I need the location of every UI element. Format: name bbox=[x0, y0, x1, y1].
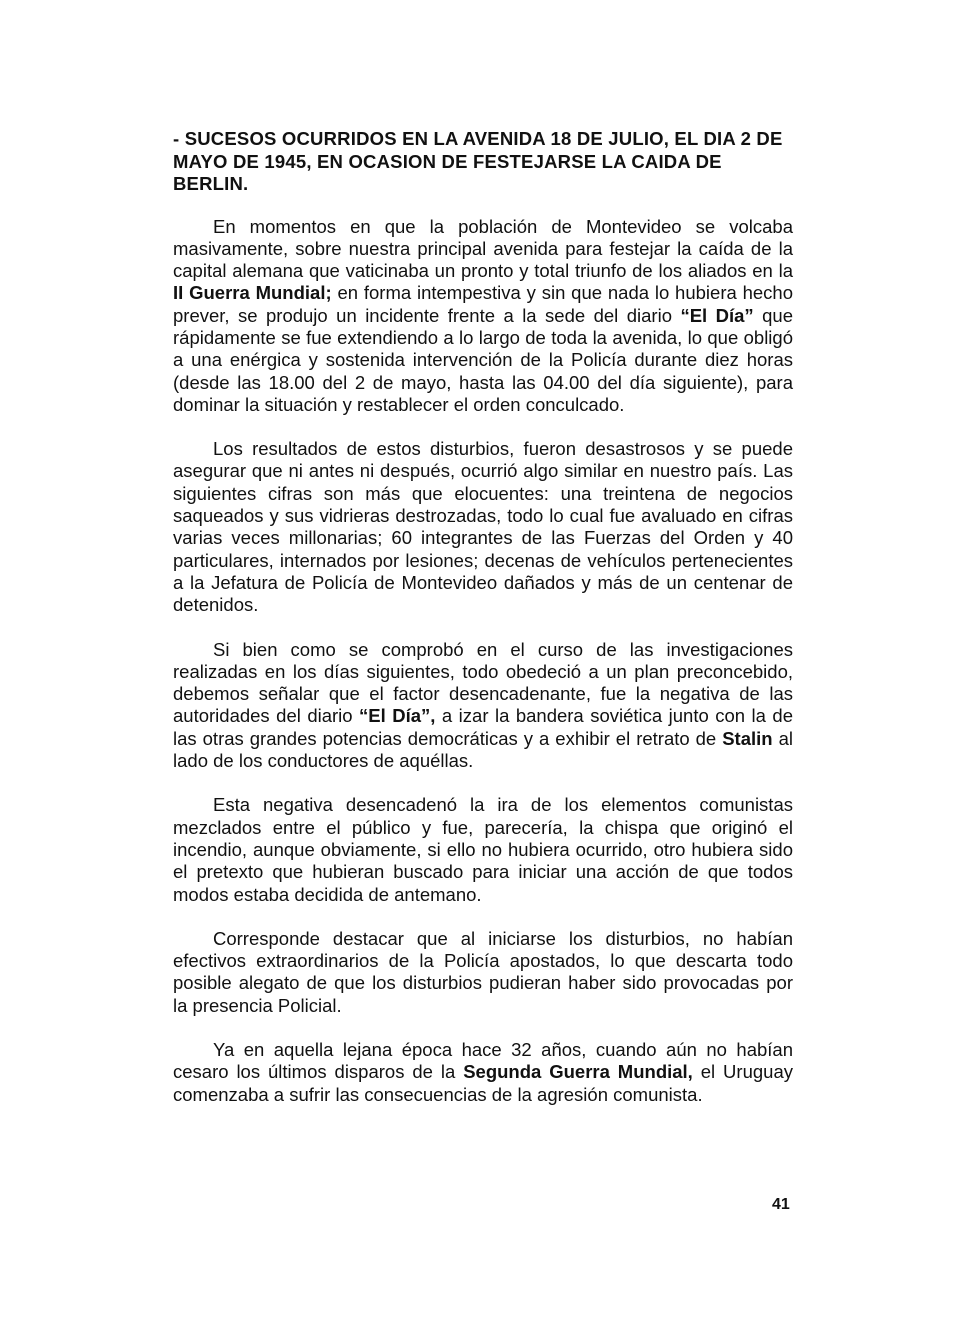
paragraph-3-bold-stalin: Stalin bbox=[722, 727, 773, 749]
paragraph-2: Los resultados de estos disturbios, fueron desastrosos y se puede asegurar que ni antes ni después, ocurrió algo similar en nuestro país. Las siguientes cifras son más que elocuentes: una treintena de negocios saqueados y sus vidrieras destrozadas, todo lo cual fue avaluado en cifras varias veces millonarias; 60 integrantes de las Fuerzas del Orden y 40 particulares, internados por lesiones; decenas de vehículos pertenecientes a la Jefatura de Policía de Montevideo dañados y más de un centenar de detenidos. bbox=[173, 438, 793, 616]
paragraph-3-bold-diario: “El Día”, bbox=[359, 705, 436, 727]
paragraph-3 bbox=[173, 639, 793, 773]
paragraph-1 bbox=[173, 216, 793, 417]
paragraph-3-text-a: Si bien como se comprobó en el curso de las investigaciones realizadas en los días siguientes, todo obedeció a un plan preconcebido, debemos señalar que el factor desencadenante, fue la negativa de las autoridades del diario bbox=[173, 638, 793, 727]
page-number: 41 bbox=[772, 1196, 790, 1213]
paragraph-3-text-c: a izar la bandera soviética junto con la de las otras grandes potencias democráticas y a exhibir el retrato de bbox=[173, 705, 793, 749]
paragraph-1-bold-diario: “El Día” bbox=[680, 304, 754, 326]
paragraph-5: Corresponde destacar que al iniciarse los disturbios, no habían efectivos extraordinarios de la Policía apostados, lo que descarta todo posible alegato de que los disturbios pudieran haber sido provocadas por la presencia Policial. bbox=[173, 927, 793, 1016]
paragraph-6-bold-war: Segunda Guerra Mundial, bbox=[463, 1061, 693, 1083]
paragraph-1-bold-war: II Guerra Mundial; bbox=[173, 282, 332, 304]
paragraph-4: Esta negativa desencadenó la ira de los elementos comunistas mezclados entre el público y fue, parecería, la chispa que originó el incendio, aunque obviamente, si ello no hubiera ocurrido, otro hubiera sido el pretexto que hubieran buscado para iniciar una acción de que todos modos estaba decidida de antemano. bbox=[173, 794, 793, 905]
paragraph-1-text-c: en forma intempestiva y sin que nada lo hubiera hecho prever, se produjo un incidente frente a la sede del diario bbox=[173, 282, 793, 326]
paragraph-6 bbox=[173, 1039, 793, 1106]
paragraph-3-text-e: al lado de los conductores de aquéllas. bbox=[173, 727, 793, 772]
paragraph-6-text-a: Ya en aquella lejana época hace 32 años, cuando aún no habían cesaro los últimos disparos de la bbox=[173, 1039, 793, 1083]
document-page bbox=[173, 128, 793, 1128]
paragraph-1-text-e: que rápidamente se fue extendiendo a lo largo de toda la avenida, lo que obligó a una enérgica y sostenida intervención de la Policía durante diez horas (desde las 18.00 del 2 de mayo, hasta las 04.00 del día siguiente), para dominar la situación y restablecer el orden conculcado. bbox=[173, 304, 793, 415]
paragraph-6-text-c: el Uruguay comenzaba a sufrir las consecuencias de la agresión comunista. bbox=[173, 1061, 793, 1105]
paragraph-1-text-a: En momentos en que la población de Montevideo se volcaba masivamente, sobre nuestra principal avenida para festejar la caída de la capital alemana que vaticinaba un pronto y total triunfo de los aliados en la bbox=[173, 215, 793, 282]
section-heading: - SUCESOS OCURRIDOS EN LA AVENIDA 18 DE JULIO, EL DIA 2 DE MAYO DE 1945, EN OCASION DE FESTEJARSE LA CAIDA DE BERLIN. bbox=[173, 128, 783, 194]
